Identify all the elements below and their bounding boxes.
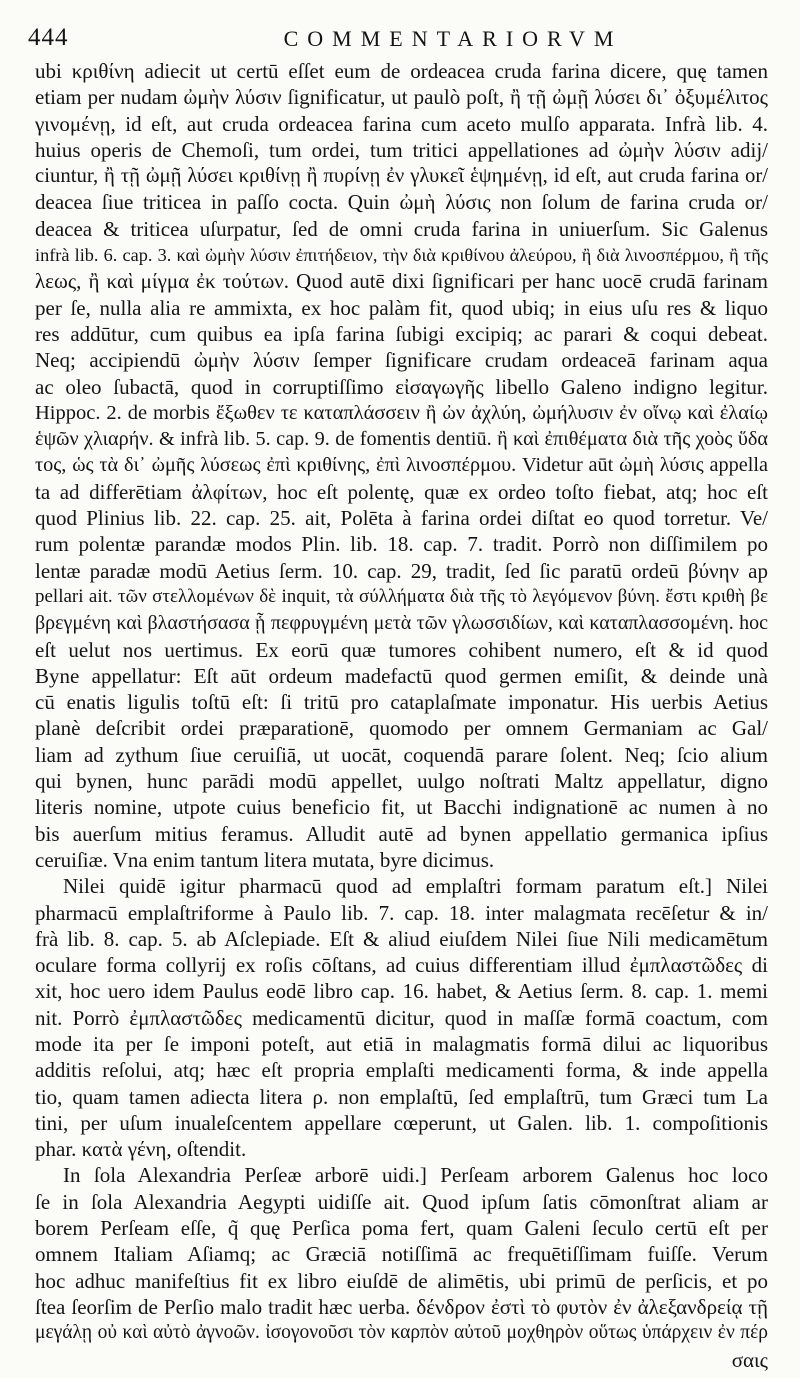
text-line: res addūtur, cum quibus ea ipſa farina ſubigi excipiq; ac parari & coqui debeat. <box>35 321 768 346</box>
text-line: infrà lib. 6. cap. 3. καὶ ὠμὴν λύσιν ἐπιτήδειον, τὴν διὰ κριθίνου ἀλεύρου, ἢ διὰ λινοσπέρμου, ἢ τῆς <box>35 245 768 266</box>
text-line: τος, ὡς τὰ δι᾽ ὠμῆς λύσεως ἐπὶ κριθίνης, ἐπὶ λινοσπέρμου. Videtur aūt ὠμὴ λύσις appella <box>35 454 768 477</box>
text-line: Neq; accipiendū ὠμὴν λύσιν ſemper ſignificare crudam ordeaceā farinam aqua <box>35 348 768 373</box>
text-line: Nilei quidē igitur pharmacū quod ad emplaſtri formam paratum eſt.] Nilei <box>63 874 768 899</box>
text-line: ſe in ſola Alexandria Aegypti uidiſſe ait. Quod ipſum ſatis cōmonſtrat aliam ar <box>35 1189 768 1214</box>
text-line: In ſola Alexandria Perſeæ arborē uidi.] Perſeam arborem Galenus hoc loco <box>63 1163 768 1188</box>
text-line: additis reſolui, atq; hæc eſt propria emplaſti medicamenti forma, & inde appella <box>35 1058 768 1083</box>
text-line: βρεγμένη καὶ βλαστήσασα ᾗ πεφρυγμένη μετὰ τῶν γλωσσιδίων, καὶ καταπλασσομένη. hoc <box>35 612 768 635</box>
page-number: 444 <box>28 24 69 51</box>
text-line: nit. Porrò ἐμπλαστῶδες medicamentū dicitur, quod in maſſæ formā coactum, com <box>35 1005 768 1030</box>
body-text <box>35 58 768 1373</box>
text-line: qui bynen, hunc parādi modū appellet, uulgo noſtrati Maltz appellatur, digno <box>35 769 768 794</box>
text-line: etiam per nudam ὠμὴν λύσιν ſignificatur, ut paulò poſt, ἢ τῇ ὠμῇ λύσει δι᾽ ὀξυμέλιτος <box>35 85 768 110</box>
text-line: cū enatis ligulis toſtū eſt: ſi tritū pro cataplaſmate imponatur. His uerbis Aetius <box>35 690 768 715</box>
text-line: deacea & triticea uſurpatur, ſed de omni cruda farina in uniuerſum. Sic Galenus <box>35 216 768 241</box>
text-line: ſtea ſeorſim de Perſio malo tradit hæc uerba. δένδρον ἐστὶ τὸ φυτὸν ἐν ἀλεξανδρείᾳ τῇ <box>35 1294 768 1319</box>
text-line: planè deſcribit ordei præparationē, quomodo per omnem Germaniam ac Gal/ <box>35 716 768 741</box>
text-line: ac oleo ſubactā, quod in corruptiſſimo εἰσαγωγῆς libello Galeno indigno legitur. <box>35 374 768 399</box>
text-line: eſt uelut nos uertimus. Ex eorū quæ tumores cohibent numero, eſt & id quod <box>35 637 768 662</box>
text-line: oculare forma collyrij ex roſis cōſtans, ad cuius differentiam illud ἐμπλαστῶδες di <box>35 953 768 978</box>
text-line: mode ita per ſe imponi poteſt, aut etiā in malagmatis formā dilui ac liquoribus <box>35 1031 768 1056</box>
text-line: phar. κατὰ γένη, oſtendit. <box>35 1137 247 1162</box>
text-line: bis auerſum mitius feramus. Alludit autē ad bynen appellatio germanica ipſius <box>35 821 768 846</box>
text-line: μεγάλῃ οὐ καὶ αὐτὸ ἀγνοῶν. ἰσογονοῦσι τὸν καρπὸν αὐτοῦ μοχθηρὸν οὕτως ὑπάρχειν ἐν πέρ <box>35 1322 768 1344</box>
text-line: omnem Italiam Aſiamq; ac Græciā notiſſimā ac frequētiſſimam fuiſſe. Verum <box>35 1242 768 1267</box>
text-line: ciuntur, ἢ τῇ ὠμῇ λύσει κριθίνῃ ἢ πυρίνῃ ἐν γλυκεῖ ἑψημένῃ, id eſt, aut cruda farina or/ <box>35 165 768 188</box>
text-line: σαις <box>731 1347 768 1372</box>
text-line: hoc adhuc manifeſtius fit ex libro eiuſdē de alimētis, ubi primū de perſicis, et po <box>35 1268 768 1293</box>
text-line: rum polentæ parandæ modos Plin. lib. 18. cap. 7. tradit. Porrò non diſſimilem po <box>35 532 768 557</box>
text-line: ubi κριθίνη adiecit ut certū eſſet eum de ordeacea cruda farina dicere, quę tamen <box>35 59 768 83</box>
text-line: γινομένῃ, id eſt, aut cruda ordeacea farina cum aceto mulſo apparata. Infrà lib. 4. <box>35 111 768 136</box>
text-line: pharmacū emplaſtriforme à Paulo lib. 7. cap. 18. inter malagmata recēſetur & in/ <box>35 900 768 925</box>
text-line: ceruiſiæ. Vna enim tantum litera mutata, byre dicimus. <box>35 847 495 872</box>
text-line: frà lib. 8. cap. 5. ab Aſclepiade. Eſt & aliud eiuſdem Nilei ſiue Nili medicamētum <box>35 926 768 951</box>
text-line: deacea ſiue triticea in paſſo cocta. Quin ὠμὴ λύσις non ſolum de farina cruda or/ <box>35 190 768 215</box>
text-line: pellari ait. τῶν στελλομένων δὲ inquit, τὰ σύλλήματα διὰ τῆς τὸ λεγόμενον βύνη. ἔστι κριθὴ βε <box>35 585 768 607</box>
text-line: λεως, ἢ καὶ μίγμα ἐκ τούτων. Quod autē dixi ſignificari per hanc uocē crudā farinam <box>35 269 768 294</box>
text-line: per ſe, nulla alia re ammixta, ex hoc palàm fit, quod ubiq; in eius uſu res & liquo <box>35 295 768 320</box>
text-line: ἑψῶν χλιαρήν. & infrà lib. 5. cap. 9. de fomentis dentiū. ἢ καὶ ἐπιθέματα διὰ τῆς χοὸς ὕδα <box>35 428 768 451</box>
text-line: quod Plinius lib. 22. cap. 25. ait, Polēta à farina ordei diſtat eo quod torretur. Ve/ <box>35 506 768 531</box>
text-line: xit, hoc uero idem Paulus eodē libro cap. 16. habet, & Aetius ſerm. 8. cap. 1. memi <box>35 979 768 1004</box>
text-line: literis nomine, utpote cuius beneficio fit, ut Bacchi indignationē ac numen à no <box>35 795 768 820</box>
text-line: Hippoc. 2. de morbis ἔξωθεν τε καταπλάσσειν ἢ ὠν ἀχλύη, ὠμήλυσιν ἐν οἴνῳ καὶ ἐλαίῳ <box>35 401 768 424</box>
text-line: huius operis de Chemoſi, tum ordei, tum tritici appellationes ad ὠμὴν λύσιν adij/ <box>35 137 768 162</box>
running-header <box>0 22 800 56</box>
text-line: tio, quam tamen adiecta litera ρ. non emplaſtū, ſed emplaſtrū, tum Græci tum La <box>35 1084 768 1109</box>
text-line: tini, per uſum inualeſcentem appellare cœperunt, ut Galen. lib. 1. compoſitionis <box>35 1110 768 1135</box>
text-line: borem Perſeam eſſe, q̃ quę Perſica poma fert, quam Galeni ſeculo certū eſt per <box>35 1216 768 1241</box>
text-line: lentæ paradæ modū Aetius ſerm. 10. cap. 29, tradit, ſed ſic paratū ordeū βύνην ap <box>35 558 768 583</box>
text-line: Byne appellatur: Eſt aūt ordeum madefactū quod germen emiſit, & deinde unà <box>35 663 768 688</box>
text-line: ta ad differētiam ἀλφίτων, hoc eſt polentę, quæ ex ordeo toſto fiebat, atq; hoc eſt <box>35 479 768 504</box>
running-title: COMMENTARIORVM <box>283 26 623 51</box>
text-line: liam ad zythum ſiue ceruiſiā, ut uocāt, coquendā parare ſolent. Neq; ſcio alium <box>35 742 768 767</box>
